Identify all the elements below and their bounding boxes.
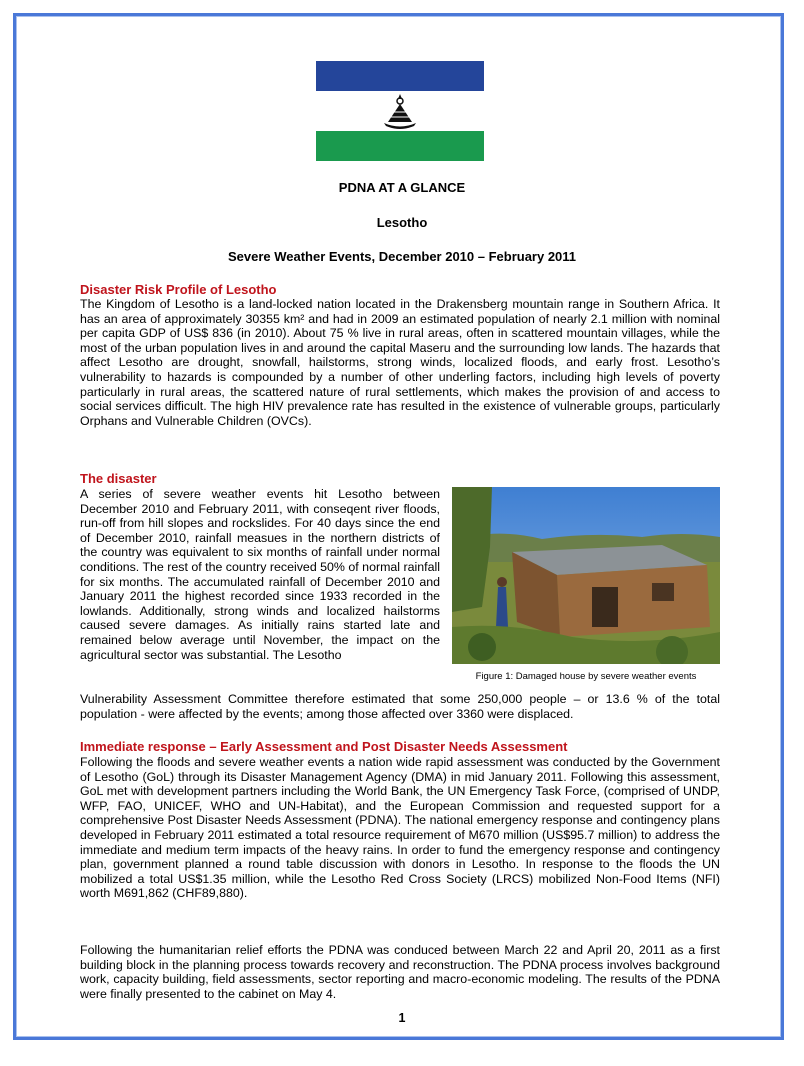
disaster-paragraph-full: Vulnerability Assessment Committee therefore estimated that some 250,000 people – or 13.6 % of the total population - were affected by the events; among those affected over 3360 were displaced. xyxy=(80,692,720,721)
page-number: 1 xyxy=(398,1011,406,1025)
risk-profile-paragraph: The Kingdom of Lesotho is a land-locked nation located in the Drakensberg mountain range in Southern Africa. It has an area of approximately 30355 km² and had in 2009 an estimated population of nearly 2.1 million with nominal per capita GDP of US$ 836 (in 2010). About 75 % live in rural areas, often in scattered mountain villages, while the most of the urban population lives in and around the capital Maseru and the surrounding low lands. The hazards that affect Lesotho are drought, snowfall, hailstorms, strong winds, localized floods, and early frost. Lesotho’s vulnerability to hazards is compounded by a number of other underling factors, including high levels of poverty particularly in rural areas, the scattered nature of rural settlements, which makes the provision of and access to social services difficult. The high HIV prevalence rate has resulted in the existence of vulnerable groups, particularly Orphans and Vulnerable Children (OVCs). xyxy=(80,297,720,428)
flag-blue-band xyxy=(316,61,484,91)
page-subtitle: Severe Weather Events, December 2010 – February 2011 xyxy=(227,249,577,264)
section-heading-immediate-response: Immediate response – Early Assessment and Post Disaster Needs Assessment xyxy=(80,739,568,754)
figure-caption: Figure 1: Damaged house by severe weather events xyxy=(475,671,697,682)
section-heading-risk-profile: Disaster Risk Profile of Lesotho xyxy=(80,282,277,297)
page-title: PDNA AT A GLANCE xyxy=(338,180,466,195)
pdna-process-paragraph: Following the humanitarian relief efforts the PDNA was conduced between March 22 and April 20, 2011 as a first building block in the planning process towards recovery and reconstruction. The PDNA process involves background work, capacity building, field assessments, sector reporting and macro-economic modeling. The results of the PDNA were finally presented to the cabinet on May 4. xyxy=(80,943,720,1001)
flag-green-band xyxy=(316,131,484,161)
country-title: Lesotho xyxy=(376,215,428,230)
basotho-hat-icon xyxy=(380,92,420,130)
lesotho-flag xyxy=(316,61,484,161)
section-heading-disaster: The disaster xyxy=(80,471,157,486)
damaged-house-photo xyxy=(452,487,720,664)
disaster-paragraph-side: A series of severe weather events hit Lesotho between December 2010 and February 2011, with conseqent river floods, run-off from hill slopes and rockslides. For 40 days since the end of December 2010, rainfall measues in the northern districts of the country was equivalent to six months of rainfall under normal conditions. The rest of the country received 50% of normal rainfall for six months. The accumulated rainfall of December 2010 and January 2011 the highest recorded since 1933 recorded in the lowlands. Additionally, strong winds and localized hailstorms caused severe damages. As initially rains started late and remained below average until November, the impact on the agricultural sector was substantial. The Lesotho xyxy=(80,487,440,662)
immediate-response-paragraph: Following the floods and severe weather events a nation wide rapid assessment was conducted by the Government of Lesotho (GoL) through its Disaster Management Agency (DMA) in mid January 2011. Following this assessment, GoL met with development partners including the World Bank, the UN Emergency Task Force, (comprised of UNDP, WFP, FAO, UNICEF, WHO and UN-Habitat), and the European Commission and requested support for a comprehensive Post Disaster Needs Assessment (PDNA). The national emergency response and contingency plans developed in February 2011 estimated a total resource requirement of M670 million (US$95.7 million) to address the immediate and medium term impacts of the heavy rains. In order to fund the emergency response and contingency plan, government planned a round table discussion with donors in Lesotho. In response to the floods the UN mobilized a total US$1.35 million, while the Lesotho Red Cross Society (LRCS) mobilized Non-Food Items (NFI) worth M691,862 (CHF89,880). xyxy=(80,755,720,901)
